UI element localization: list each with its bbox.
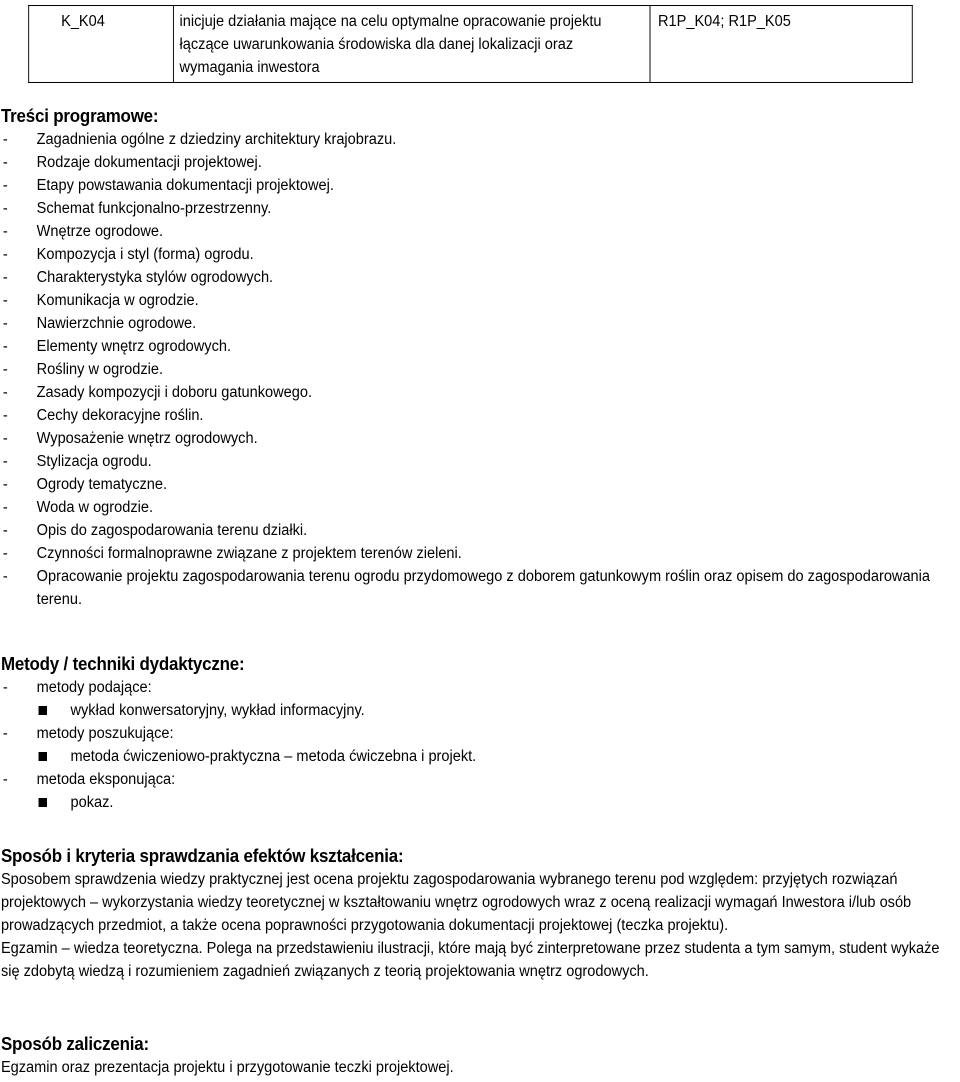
assessment-heading: Sposób i kryteria sprawdzania efektów kształcenia: bbox=[0, 846, 404, 866]
list-item: - Stylizacja ogrodu. bbox=[1, 450, 955, 473]
outcome-description-cell: inicjuje działania mające na celu optymalne opracowanie projektu łączące uwarunkowania środowiska dla danej lokalizacji oraz wymagania inwestora bbox=[173, 6, 650, 83]
learning-outcome-table bbox=[28, 5, 913, 83]
list-item: - Rośliny w ogrodzie. bbox=[1, 358, 955, 381]
list-item: - Charakterystyka stylów ogrodowych. bbox=[1, 266, 955, 289]
method-item: wykład konwersatoryjny, wykład informacyjny. bbox=[1, 699, 955, 722]
list-item: - Schemat funkcjonalno-przestrzenny. bbox=[1, 197, 955, 220]
list-item: - Etapy powstawania dokumentacji projektowej. bbox=[1, 174, 955, 197]
completion-heading: Sposób zaliczenia: bbox=[0, 1034, 149, 1054]
list-item: - Rodzaje dokumentacji projektowej. bbox=[1, 151, 955, 174]
table-row bbox=[29, 6, 913, 83]
assessment-paragraph: Egzamin – wiedza teoretyczna. Polega na przedstawieniu ilustracji, które mają być zinterpretowane przez studenta a tym samym, student wykaże się zdobytą wiedzą i rozumieniem zagadnień związanych z teorią projektowania wnętrz ogrodowych. bbox=[0, 940, 940, 980]
list-item: - Elementy wnętrz ogrodowych. bbox=[1, 335, 955, 358]
list-item: - Nawierzchnie ogrodowe. bbox=[1, 312, 955, 335]
methods-heading: Metody / techniki dydaktyczne: bbox=[0, 654, 245, 674]
methods-sublist bbox=[1, 745, 955, 768]
assessment-paragraph: Sposobem sprawdzenia wiedzy praktycznej jest ocena projektu zagospodarowania wybranego terenu pod względem: przyjętych rozwiązań projektowych – wykorzystania wiedzy teoretycznej w kształtowaniu wnętrz ogrodowych wraz z oceną realizacji wymagań Inwestora i/lub osób prowadzących przedmiot, a także ocena poprawności przygotowania dokumentacji projektowej (teczka projektu). bbox=[0, 871, 912, 934]
completion-text: Egzamin oraz prezentacja projektu i przygotowanie teczki projektowej. bbox=[0, 1059, 454, 1076]
program-heading: Treści programowe: bbox=[0, 106, 159, 126]
list-item: - Wnętrze ogrodowe. bbox=[1, 220, 955, 243]
methods-list bbox=[1, 768, 955, 791]
method-group-label: - metoda eksponująca: bbox=[1, 768, 955, 791]
method-item: pokaz. bbox=[1, 791, 955, 814]
methods-sublist bbox=[1, 791, 955, 814]
method-item: metoda ćwiczeniowo-praktyczna – metoda ćwiczebna i projekt. bbox=[1, 745, 955, 768]
list-item: - Zagadnienia ogólne z dziedziny architektury krajobrazu. bbox=[1, 128, 955, 151]
assessment-section bbox=[1, 844, 955, 983]
methods-list bbox=[1, 676, 955, 699]
list-item: - Komunikacja w ogrodzie. bbox=[1, 289, 955, 312]
outcome-references-cell: R1P_K04; R1P_K05 bbox=[650, 6, 912, 83]
methods-sublist bbox=[1, 699, 955, 722]
method-group-label: - metody poszukujące: bbox=[1, 722, 955, 745]
completion-section bbox=[1, 1032, 955, 1079]
program-section bbox=[1, 104, 955, 611]
program-list bbox=[1, 128, 955, 611]
list-item: - Czynności formalnoprawne związane z projektem terenów zieleni. bbox=[1, 542, 955, 565]
list-item: - Cechy dekoracyjne roślin. bbox=[1, 404, 955, 427]
method-group-label: - metody podające: bbox=[1, 676, 955, 699]
methods-section bbox=[1, 652, 955, 814]
list-item: - Opis do zagospodarowania terenu działki. bbox=[1, 519, 955, 542]
list-item: - Kompozycja i styl (forma) ogrodu. bbox=[1, 243, 955, 266]
list-item: - Woda w ogrodzie. bbox=[1, 496, 955, 519]
methods-list bbox=[1, 722, 955, 745]
list-item: - Wyposażenie wnętrz ogrodowych. bbox=[1, 427, 955, 450]
list-item: - Opracowanie projektu zagospodarowania terenu ogrodu przydomowego z doborem gatunkowym roślin oraz opisem do zagospodarowania terenu. bbox=[1, 565, 955, 611]
list-item: - Ogrody tematyczne. bbox=[1, 473, 955, 496]
list-item: - Zasady kompozycji i doboru gatunkowego. bbox=[1, 381, 955, 404]
outcome-code-cell: K_K04 bbox=[29, 6, 174, 83]
